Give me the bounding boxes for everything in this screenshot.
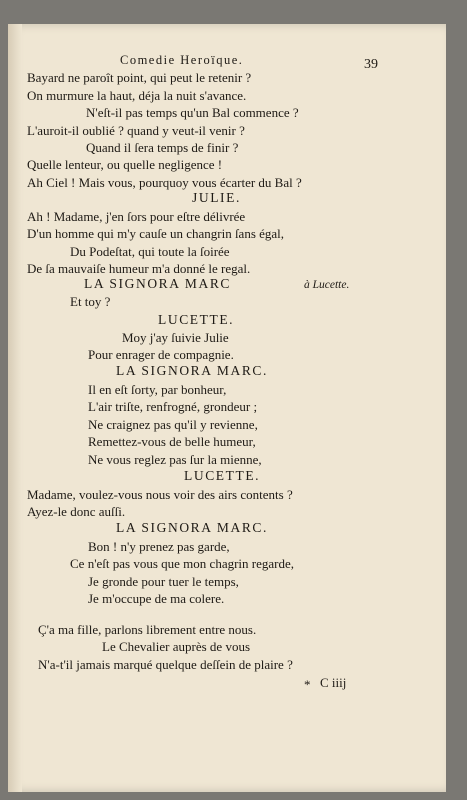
verse-line: L'air triſte, renfrogné, grondeur ;	[88, 399, 258, 414]
verse-line: Ce n'eſt pas vous que mon chagrin regarde,	[70, 556, 294, 571]
verse-line: Je gronde pour tuer le temps,	[88, 574, 239, 589]
page-gutter	[8, 24, 22, 792]
speaker-name: LA SIGNORA MARC.	[116, 363, 268, 378]
verse-line: Bon ! n'y prenez pas garde,	[88, 539, 230, 554]
verse-line: Ne vous reglez pas ſur la mienne,	[88, 452, 262, 467]
verse-line: Moy j'ay ſuivie Julie	[122, 330, 229, 345]
verse-line: Ah Ciel ! Mais vous, pourquoy vous écarter du Bal ?	[27, 175, 302, 190]
verse-line: D'un homme qui m'y cauſe un changrin ſans égal,	[27, 226, 285, 241]
verse-line: Quelle lenteur, ou quelle negligence !	[27, 157, 223, 172]
speaker-name: LUCETTE.	[158, 312, 235, 327]
verse-line: Du Podeſtat, qui toute la ſoirée	[70, 244, 230, 259]
page-number: 39	[364, 57, 378, 72]
verse-line: Remettez-vous de belle humeur,	[88, 434, 256, 449]
verse-line: Pour enrager de compagnie.	[88, 347, 234, 362]
speaker-name: LA SIGNORA MARC.	[116, 520, 268, 535]
speaker-name: JULIE.	[192, 190, 241, 205]
verse-line: N'eſt-il pas temps qu'un Bal commence ?	[86, 105, 299, 120]
verse-line: Ayez-le donc auſſi.	[27, 504, 126, 519]
verse-line: Quand il ſera temps de finir ?	[86, 140, 239, 155]
verse-line: Madame, voulez-vous nous voir des airs contents ?	[27, 487, 293, 502]
speaker-name: LUCETTE.	[184, 468, 261, 483]
verse-line: De ſa mauvaiſe humeur m'a donné le regal.	[27, 261, 251, 276]
verse-line: Bayard ne paroît point, qui peut le retenir ?	[27, 70, 252, 85]
verse-line: Le Chevalier auprès de vous	[102, 639, 251, 654]
verse-line: N'a-t'il jamais marqué quelque deſſein de plaire ?	[38, 657, 293, 672]
verse-line: L'auroit-il oublié ? quand y veut-il venir ?	[27, 123, 245, 138]
signature-star: *	[304, 677, 311, 692]
verse-line: On murmure la haut, déja la nuit s'avance.	[27, 88, 247, 103]
verse-line: Je m'occupe de ma colere.	[88, 591, 225, 606]
verse-line: Ç'a ma fille, parlons librement entre nous.	[38, 622, 257, 637]
verse-line: Ah ! Madame, j'en ſors pour eſtre délivrée	[27, 209, 246, 224]
verse-line: Ne craignez pas qu'il y revienne,	[88, 417, 258, 432]
running-head: Comedie Heroïque.	[120, 53, 244, 67]
speaker-name: LA SIGNORA MARC	[84, 276, 232, 291]
catchword: C iiij	[320, 675, 347, 690]
verse-line: Et toy ?	[70, 294, 111, 309]
stage-direction: à Lucette.	[304, 279, 350, 291]
book-page	[8, 24, 446, 792]
verse-line: Il en eſt ſorty, par bonheur,	[88, 382, 227, 397]
